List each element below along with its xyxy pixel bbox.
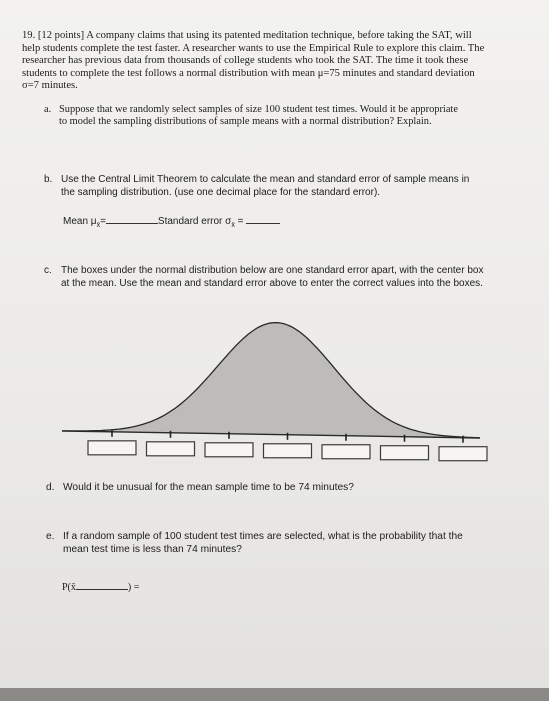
- part-a: [44, 104, 464, 129]
- mean-se-answer-line: [63, 214, 423, 229]
- part-b-text: Use the Central Limit Theorem to calculate the mean and standard error of sample means in the sampling distribution. (use one decimal place for the standard error).: [61, 174, 470, 198]
- part-c: [44, 265, 484, 290]
- curve-shaded-area: [62, 323, 480, 438]
- mean-answer-blank[interactable]: [106, 214, 158, 224]
- part-e: [46, 531, 486, 557]
- se-subscript: x̄: [231, 222, 235, 229]
- probability-answer-line: [62, 580, 362, 593]
- answer-box[interactable]: [439, 447, 487, 461]
- answer-box[interactable]: [147, 442, 195, 456]
- se-answer-blank[interactable]: [246, 214, 280, 224]
- se-equals: =: [234, 216, 244, 227]
- part-b: [44, 174, 484, 199]
- part-d-label: d.: [46, 482, 55, 493]
- prob-prefix: P(x̄: [62, 582, 76, 593]
- part-b-label: b.: [44, 174, 53, 185]
- answer-box[interactable]: [264, 444, 312, 458]
- mean-equals: =: [100, 216, 106, 227]
- part-e-text: If a random sample of 100 student test times are selected, what is the probability that the mean test time is less than 74 minutes?: [63, 531, 463, 555]
- answer-box[interactable]: [205, 443, 253, 457]
- normal-curve-figure: [0, 300, 549, 475]
- answer-boxes: [88, 441, 487, 461]
- part-e-label: e.: [46, 531, 55, 542]
- mean-label: Mean μ: [63, 216, 97, 227]
- part-c-label: c.: [44, 265, 52, 276]
- question-text: A company claims that using its patented meditation technique, before taking the SAT, will help students complete the test faster. A researcher wants to use the Empirical Rule to explore this claim. The researcher has previous data from thousands of college students who took the SAT. The time it took these students to complete the test follows a normal distribution with mean μ=75 minutes and standard deviation σ=7 minutes.: [22, 30, 485, 92]
- part-d: [46, 482, 486, 493]
- se-label: Standard error σ: [157, 216, 232, 227]
- prob-suffix: ) =: [127, 582, 140, 593]
- answer-box[interactable]: [88, 441, 136, 455]
- question-points: [12 points]: [37, 30, 85, 41]
- answer-box[interactable]: [322, 445, 370, 459]
- part-c-text: The boxes under the normal distribution below are one standard error apart, with the center box at the mean. Use the mean and standard error above to enter the correct values into the boxes.: [61, 265, 484, 289]
- part-a-label: a.: [44, 104, 52, 115]
- page-shadow: [0, 688, 549, 701]
- answer-box[interactable]: [381, 446, 429, 460]
- part-a-text: Suppose that we randomly select samples of size 100 student test times. Would it be appropriate to model the sampling distributions of sample means with a normal distribution? Explain.: [59, 104, 458, 128]
- prob-answer-blank[interactable]: [76, 580, 128, 590]
- question-header: [22, 30, 492, 93]
- mean-subscript: x̄: [96, 222, 101, 229]
- question-number: 19.: [22, 30, 36, 41]
- part-d-text: Would it be unusual for the mean sample time to be 74 minutes?: [63, 482, 354, 493]
